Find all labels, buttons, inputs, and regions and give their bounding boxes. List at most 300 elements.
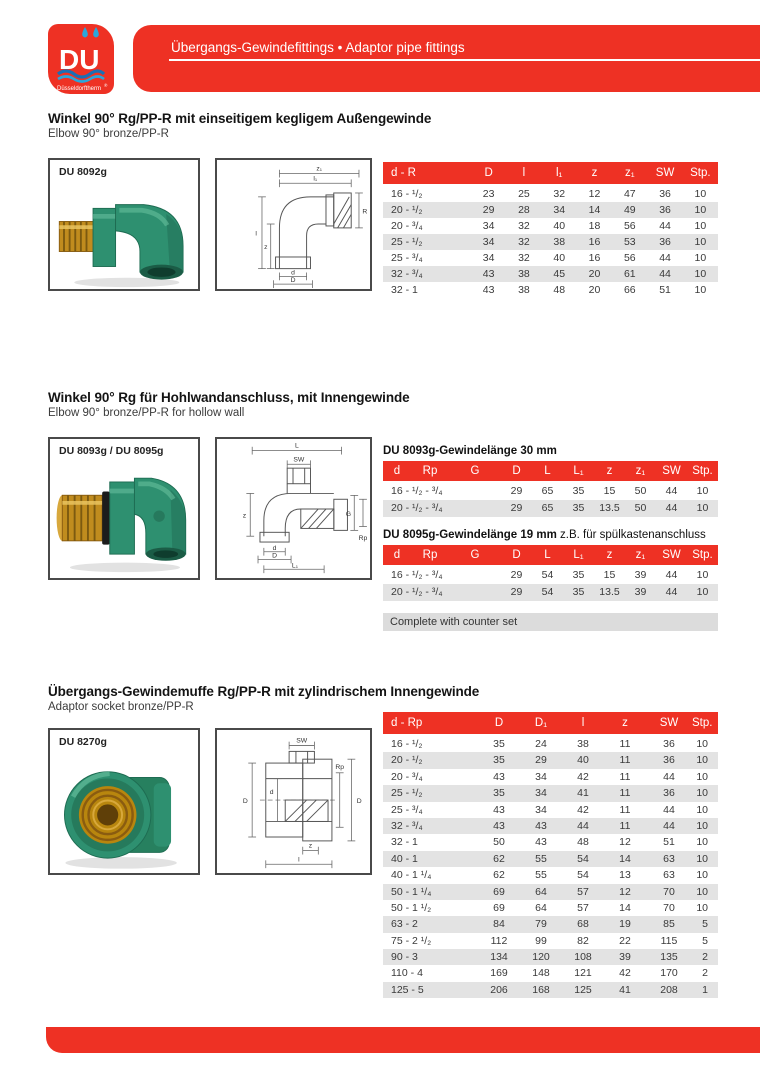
table-cell: 20 - ¹/₂	[391, 204, 423, 216]
table-header-row	[383, 712, 718, 734]
table-cell: 28	[518, 204, 530, 216]
section3-title: Übergangs-Gewindemuffe Rg/PP-R mit zylindrischem Innengewinde	[48, 684, 480, 699]
footer-bar	[46, 1027, 760, 1053]
table-cell: 10	[694, 236, 707, 248]
table-cell: 10	[696, 754, 708, 767]
table-cell: 11	[619, 770, 631, 783]
dim-label: SW	[293, 456, 305, 464]
table-cell: 32	[553, 188, 566, 200]
table-cell: 25 - ³/₄	[391, 252, 423, 264]
column-header: z₁	[635, 465, 646, 477]
table-row	[383, 736, 718, 752]
table-header-row	[383, 162, 718, 184]
table-cell: 56	[623, 252, 636, 264]
table-cell: 10	[696, 885, 708, 898]
table-cell: 53	[623, 236, 636, 248]
table-cell: 13	[619, 869, 631, 882]
table-cell: 51	[663, 836, 675, 849]
column-header: z	[591, 167, 598, 179]
column-header: Stp.	[692, 549, 713, 561]
technical-drawing-elbow-hollow-wall	[217, 439, 370, 578]
table-cell: 29	[510, 502, 523, 514]
column-header: D₁	[534, 717, 548, 729]
column-header: z	[606, 549, 613, 561]
table-cell: 206	[490, 983, 508, 996]
header-underline	[169, 59, 760, 61]
table-cell: 44	[665, 485, 678, 497]
dim-label: R	[362, 208, 368, 216]
table-cell: 38	[553, 236, 566, 248]
water-drop-icon	[82, 27, 88, 38]
table-cell: 22	[619, 934, 631, 947]
column-header: L₁	[573, 549, 584, 561]
table-cell: 51	[659, 284, 671, 296]
dim-label: l	[255, 230, 257, 238]
table-cell: 34	[482, 220, 495, 232]
column-header: SW	[662, 465, 681, 477]
table-cell: 50 - 1 ¹/₄	[391, 885, 432, 898]
table-cell: 5	[702, 934, 708, 947]
table-cell: 34	[553, 204, 566, 216]
dim-label: G	[345, 510, 352, 518]
table-cell: 44	[665, 502, 678, 514]
table-cell: 25 - ¹/₂	[391, 787, 423, 800]
table-cell: 50	[493, 836, 505, 849]
table-cell: 10	[696, 738, 708, 750]
table-cell: 55	[535, 852, 547, 865]
table-cell: 50	[634, 502, 647, 514]
product-code: DU 8270g	[59, 736, 107, 748]
table-cell: 90 - 3	[391, 951, 418, 964]
table-cell: 35	[493, 738, 505, 750]
column-header: Rp	[422, 549, 438, 561]
table-body	[383, 736, 718, 998]
table-cell: 10	[696, 485, 709, 497]
registered-mark: ®	[104, 83, 108, 88]
table-cell: 11	[619, 738, 631, 750]
table-cell: 84	[493, 918, 505, 931]
table-row	[383, 965, 718, 981]
table-cell: 16	[588, 236, 601, 248]
table-cell: 11	[619, 787, 631, 800]
table-cell: 44	[659, 268, 671, 280]
table-cell: 20 - ³/₄	[391, 770, 423, 783]
table-cell: 13.5	[599, 586, 620, 598]
table-cell: 32 - ³/₄	[391, 268, 423, 280]
logo-monogram: DU	[59, 44, 100, 75]
table-cell: 50	[634, 485, 647, 497]
product-photo-socket	[52, 756, 196, 870]
dim-label: D	[242, 797, 248, 805]
column-header: Stp.	[692, 717, 713, 729]
table-cell: 62	[493, 852, 505, 865]
table-cell: 44	[665, 586, 678, 598]
column-header: z₁	[624, 167, 635, 179]
table-cell: 40	[577, 754, 589, 767]
table-cell: 54	[541, 569, 554, 581]
table-row	[383, 949, 718, 965]
table-cell: 10	[696, 819, 708, 832]
dim-label: Rp	[358, 535, 368, 543]
table-b-title-bold: DU 8095g-Gewindelänge 19 mm	[383, 529, 557, 541]
column-header: G	[470, 549, 480, 561]
table-cell: 32 - ³/₄	[391, 819, 423, 832]
table-cell: 35	[572, 485, 585, 497]
section1-title: Winkel 90° Rg/PP-R mit einseitigem kegligem Außengewinde	[48, 111, 432, 126]
table-body	[383, 186, 718, 298]
table-cell: 10	[694, 284, 707, 296]
product-photo-box	[48, 437, 200, 580]
table-cell: 43	[535, 836, 547, 849]
column-header: SW	[655, 167, 675, 179]
dim-label: D	[272, 552, 278, 560]
column-header: z₁	[635, 549, 646, 561]
table-cell: 42	[577, 803, 589, 816]
table-cell: 10	[694, 252, 707, 264]
column-header: l	[581, 717, 585, 729]
product-photo-elbow-male	[52, 184, 196, 289]
table-cell: 62	[493, 869, 505, 882]
table-cell: 34	[535, 770, 547, 783]
table-cell: 79	[535, 918, 547, 931]
table-cell: 115	[660, 934, 678, 947]
table-cell: 64	[535, 901, 547, 914]
dim-label: L₁	[291, 562, 298, 570]
table-cell: 16 - ¹/₂ - ³/₄	[391, 485, 443, 497]
table-cell: 44	[663, 819, 675, 832]
dim-label: d	[269, 789, 274, 797]
table-cell: 135	[660, 951, 678, 964]
table-cell: 54	[577, 869, 589, 882]
table-cell: 36	[663, 738, 675, 750]
table-row	[383, 851, 718, 867]
table-row	[383, 933, 718, 949]
table-cell: 10	[696, 901, 708, 914]
technical-drawing-elbow-male	[217, 160, 370, 289]
table-row	[383, 900, 718, 916]
table-cell: 125 - 5	[391, 983, 424, 996]
table-row	[383, 218, 718, 234]
table-b-title-note: z.B. für spülkastenanschluss	[556, 529, 706, 541]
table-row	[383, 234, 718, 250]
table-cell: 70	[663, 885, 675, 898]
table-a-title-bold: DU 8093g-Gewindelänge 30 mm	[383, 445, 557, 457]
product-code: DU 8092g	[59, 166, 107, 178]
table-cell: 50 - 1 ¹/₂	[391, 901, 432, 914]
table-cell: 65	[541, 485, 554, 497]
column-header: z	[622, 717, 628, 729]
table-cell: 168	[532, 983, 550, 996]
table-cell: 48	[553, 284, 566, 296]
table-cell: 41	[619, 983, 631, 996]
table-cell: 25	[518, 188, 530, 200]
table-cell: 54	[541, 586, 554, 598]
table-cell: 10	[694, 188, 707, 200]
table-cell: 40	[553, 252, 566, 264]
table-cell: 34	[535, 787, 547, 800]
product-photo-box	[48, 158, 200, 291]
table-row	[383, 483, 718, 500]
column-header: D	[494, 717, 504, 729]
table-cell: 40 - 1 ¹/₄	[391, 869, 432, 882]
table-cell: 10	[696, 770, 708, 783]
column-header: D	[484, 167, 493, 179]
technical-drawing-socket	[217, 730, 370, 873]
table-cell: 44	[663, 803, 675, 816]
dim-label: L	[295, 442, 299, 450]
product-photo-box	[48, 728, 200, 875]
table-cell: 34	[482, 236, 495, 248]
technical-drawing-box	[215, 728, 372, 875]
table-row	[383, 250, 718, 266]
table-cell: 44	[665, 569, 678, 581]
column-header: l₁	[555, 167, 563, 179]
table-cell: 12	[619, 836, 631, 849]
table-body	[383, 483, 718, 517]
table-cell: 55	[535, 869, 547, 882]
header-bar	[133, 25, 760, 92]
table-row	[383, 282, 718, 298]
table-cell: 38	[577, 738, 589, 750]
table-cell: 63	[663, 869, 675, 882]
table-cell: 20 - ¹/₂ - ³/₄	[391, 502, 443, 514]
table-cell: 36	[659, 236, 671, 248]
dim-label: z₁	[316, 165, 323, 173]
table-cell: 36	[663, 787, 675, 800]
table-cell: 24	[535, 738, 547, 750]
column-header: Rp	[422, 465, 438, 477]
table-cell: 36	[659, 204, 671, 216]
table-cell: 25 - ³/₄	[391, 803, 423, 816]
table-cell: 39	[634, 586, 647, 598]
table-cell: 10	[696, 803, 708, 816]
table-cell: 57	[577, 885, 589, 898]
table-cell: 42	[577, 770, 589, 783]
table-cell: 44	[659, 252, 671, 264]
table-cell: 40	[553, 220, 566, 232]
table-cell: 35	[572, 586, 585, 598]
table-cell: 44	[663, 770, 675, 783]
dim-label: z	[308, 842, 313, 850]
table-cell: 10	[696, 836, 708, 849]
column-header: d	[393, 465, 401, 477]
technical-drawing-box	[215, 158, 372, 291]
table-header-row	[383, 461, 718, 481]
table-cell: 14	[619, 901, 631, 914]
table-row	[383, 884, 718, 900]
table-cell: 120	[532, 951, 550, 964]
table-cell: 70	[663, 901, 675, 914]
table-cell: 69	[493, 901, 505, 914]
table-cell: 54	[577, 852, 589, 865]
dimension-table-s1	[383, 162, 718, 298]
table-cell: 35	[493, 754, 505, 767]
dim-label: d	[291, 269, 295, 277]
column-header: z	[606, 465, 613, 477]
table-cell: 43	[482, 268, 495, 280]
table-cell: 169	[490, 967, 508, 980]
table-cell: 35	[572, 569, 585, 581]
section1-subtitle: Elbow 90° bronze/PP-R	[48, 128, 169, 140]
table-row	[383, 769, 718, 785]
table-cell: 20 - ³/₄	[391, 220, 423, 232]
table-cell: 5	[702, 918, 708, 931]
table-cell: 10	[696, 502, 709, 514]
table-cell: 39	[619, 951, 631, 964]
table-row	[383, 752, 718, 768]
column-header: Stp.	[692, 465, 713, 477]
column-header: L	[544, 549, 551, 561]
table-cell: 110 - 4	[391, 967, 423, 980]
dim-label: l	[298, 856, 300, 864]
dim-label: z	[242, 512, 247, 520]
table-cell: 14	[619, 852, 631, 865]
table-cell: 36	[663, 754, 675, 767]
table-cell: 19	[619, 918, 631, 931]
table-cell: 121	[574, 967, 592, 980]
table-a-title	[383, 445, 557, 457]
table-cell: 99	[535, 934, 547, 947]
brand-logo	[48, 24, 114, 94]
table-row	[383, 834, 718, 850]
table-cell: 11	[619, 803, 631, 816]
table-cell: 125	[574, 983, 592, 996]
column-header: d - R	[391, 167, 416, 179]
section3-subtitle: Adaptor socket bronze/PP-R	[48, 701, 194, 713]
column-header: l	[522, 167, 526, 179]
table-cell: 12	[619, 885, 631, 898]
table-cell: 20 - ¹/₂ - ³/₄	[391, 586, 443, 598]
table-cell: 66	[623, 284, 636, 296]
table-cell: 32 - 1	[391, 284, 418, 296]
table-cell: 170	[660, 967, 678, 980]
table-cell: 82	[577, 934, 589, 947]
table-cell: 64	[535, 885, 547, 898]
dimension-table-s2a	[383, 461, 718, 517]
table-cell: 12	[588, 188, 601, 200]
table-cell: 10	[696, 869, 708, 882]
table-cell: 1	[702, 983, 708, 996]
dim-label: Rp	[335, 763, 345, 771]
table-cell: 29	[482, 204, 495, 216]
table-cell: 68	[577, 918, 589, 931]
table-cell: 43	[493, 803, 505, 816]
column-header: Stp.	[690, 167, 711, 179]
table-cell: 32	[518, 252, 530, 264]
table-cell: 134	[490, 951, 508, 964]
table-row	[383, 266, 718, 282]
table-cell: 10	[694, 220, 707, 232]
table-cell: 10	[696, 569, 709, 581]
table-cell: 108	[574, 951, 592, 964]
table-cell: 16 - ¹/₂	[391, 188, 423, 200]
table-cell: 45	[553, 268, 566, 280]
table-cell: 38	[518, 268, 530, 280]
table-cell: 35	[493, 787, 505, 800]
table-cell: 16 - ¹/₂	[391, 738, 423, 750]
table-cell: 34	[535, 803, 547, 816]
table-cell: 148	[532, 967, 550, 980]
table-cell: 44	[659, 220, 671, 232]
table-cell: 18	[588, 220, 601, 232]
table-cell: 20	[588, 268, 601, 280]
table-cell: 112	[490, 934, 508, 947]
table-cell: 75 - 2 ¹/₂	[391, 934, 432, 947]
table-row	[383, 867, 718, 883]
column-header: SW	[662, 549, 681, 561]
table-cell: 43	[482, 284, 495, 296]
table-cell: 16	[588, 252, 601, 264]
dim-label: d	[272, 544, 277, 552]
dim-label: D	[356, 797, 362, 805]
table-cell: 61	[623, 268, 636, 280]
table-cell: 10	[694, 204, 707, 216]
column-header: L	[544, 465, 551, 477]
dim-label: z	[264, 244, 268, 252]
table-cell: 40 - 1	[391, 852, 418, 865]
table-cell: 56	[623, 220, 636, 232]
product-photo-elbow-flange	[52, 463, 196, 575]
note-bar: Complete with counter set	[383, 613, 718, 631]
table-cell: 15	[603, 569, 616, 581]
column-header: SW	[659, 717, 679, 729]
table-cell: 63 - 2	[391, 918, 418, 931]
table-cell: 20 - ¹/₂	[391, 754, 423, 767]
dim-label: SW	[296, 737, 308, 745]
column-header: G	[470, 465, 480, 477]
table-cell: 48	[577, 836, 589, 849]
table-cell: 10	[696, 586, 709, 598]
table-cell: 208	[660, 983, 678, 996]
table-cell: 29	[510, 485, 523, 497]
brand-logo-graphic	[48, 24, 114, 94]
table-cell: 29	[510, 586, 523, 598]
table-cell: 34	[482, 252, 495, 264]
table-cell: 65	[541, 502, 554, 514]
table-cell: 2	[702, 967, 708, 980]
table-cell: 16 - ¹/₂ - ³/₄	[391, 569, 443, 581]
table-cell: 25 - ¹/₂	[391, 236, 423, 248]
table-row	[383, 982, 718, 998]
table-cell: 35	[572, 502, 585, 514]
table-cell: 43	[493, 770, 505, 783]
table-cell: 44	[577, 819, 589, 832]
table-cell: 23	[482, 188, 495, 200]
table-cell: 10	[696, 852, 708, 865]
product-code: DU 8093g / DU 8095g	[59, 445, 164, 457]
table-cell: 41	[577, 787, 589, 800]
column-header: d - Rp	[391, 717, 423, 729]
table-cell: 20	[588, 284, 601, 296]
page-title: Übergangs-Gewindefittings • Adaptor pipe fittings	[171, 40, 465, 55]
table-cell: 32	[518, 220, 530, 232]
section2-subtitle: Elbow 90° bronze/PP-R for hollow wall	[48, 407, 245, 419]
table-cell: 36	[659, 188, 671, 200]
table-cell: 43	[493, 819, 505, 832]
column-header: d	[393, 549, 401, 561]
table-row	[383, 916, 718, 932]
table-cell: 10	[696, 787, 708, 800]
table-header-row	[383, 545, 718, 565]
column-header: D	[512, 465, 521, 477]
table-row	[383, 186, 718, 202]
table-cell: 38	[518, 284, 530, 296]
table-cell: 14	[588, 204, 601, 216]
table-cell: 11	[619, 819, 631, 832]
table-row	[383, 818, 718, 834]
section2-title: Winkel 90° Rg für Hohlwandanschluss, mit Innengewinde	[48, 390, 410, 405]
table-row	[383, 584, 718, 601]
